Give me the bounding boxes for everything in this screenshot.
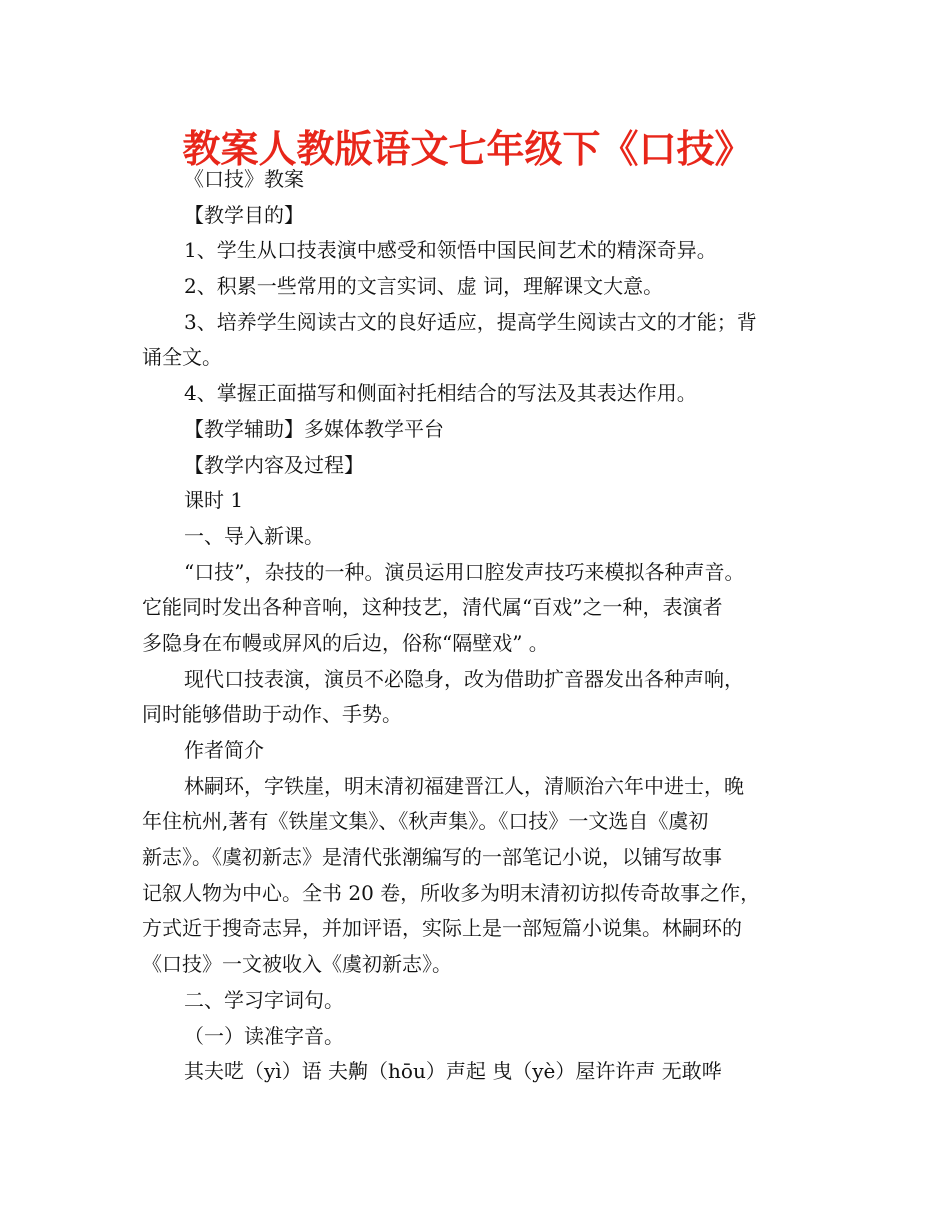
text-line: （一）读准字音。	[184, 1023, 344, 1048]
text-line: 《口技》教案	[184, 167, 304, 191]
section-heading: 【教学内容及过程】	[184, 452, 364, 477]
text-line: 同时能够借助于动作、手势。	[142, 702, 402, 727]
text-line: 课时 1	[184, 488, 244, 513]
text-line: 诵全文。	[142, 345, 222, 370]
text-line: 3、培养学生阅读古文的良好适应，提高学生阅读古文的才能；背	[184, 309, 757, 334]
text-line: 4、掌握正面描写和侧面衬托相结合的写法及其表达作用。	[184, 381, 697, 406]
text-line: 一、导入新课。	[184, 523, 324, 548]
document-body	[142, 162, 814, 1090]
text-line: 年住杭州,著有《铁崖文集》、《秋声集》。《口技》一文选自《虞初	[142, 809, 709, 834]
text-line: 现代口技表演，演员不必隐身，改为借助扩音器发出各种声响，	[184, 666, 744, 691]
text-line: 林嗣环，字铁崖，明末清初福建晋江人，清顺治六年中进士，晚	[184, 773, 744, 798]
text-line: 作者简介	[184, 738, 264, 762]
text-line: 《口技》一文被收入《虞初新志》。	[142, 952, 452, 977]
text-line: 1、学生从口技表演中感受和领悟中国民间艺术的精深奇异。	[184, 238, 717, 263]
text-line: 方式近于搜奇志异，并加评语，实际上是一部短篇小说集。林嗣环的	[142, 916, 742, 941]
section-heading: 【教学目的】	[184, 202, 304, 227]
text-line: 新志》。《虞初新志》是清代张潮编写的一部笔记小说，以铺写故事	[142, 845, 722, 870]
text-line: 其夫呓（yì）语 夫齁（hōu）声起 曳（yè）屋许许声 无敢哗	[184, 1059, 722, 1084]
text-line: 记叙人物为中心。全书 20 卷，所收多为明末清初访拟传奇故事之作，	[142, 880, 761, 905]
text-line: “口技”，杂技的一种。演员运用口腔发声技巧来模拟各种声音。	[184, 559, 745, 584]
text-line: 2、积累一些常用的文言实词、虚 词，理解课文大意。	[184, 274, 664, 299]
section-heading: 【教学辅助】多媒体教学平台	[184, 416, 444, 441]
text-line: 多隐身在布幔或屏风的后边，俗称“隔壁戏” 。	[142, 630, 549, 655]
text-line: 二、学习字词句。	[184, 987, 344, 1012]
document-title: 教案人教版语文七年级下《口技》	[182, 127, 753, 171]
text-line: 它能同时发出各种音响，这种技艺，清代属“百戏”之一种，表演者	[142, 595, 723, 620]
